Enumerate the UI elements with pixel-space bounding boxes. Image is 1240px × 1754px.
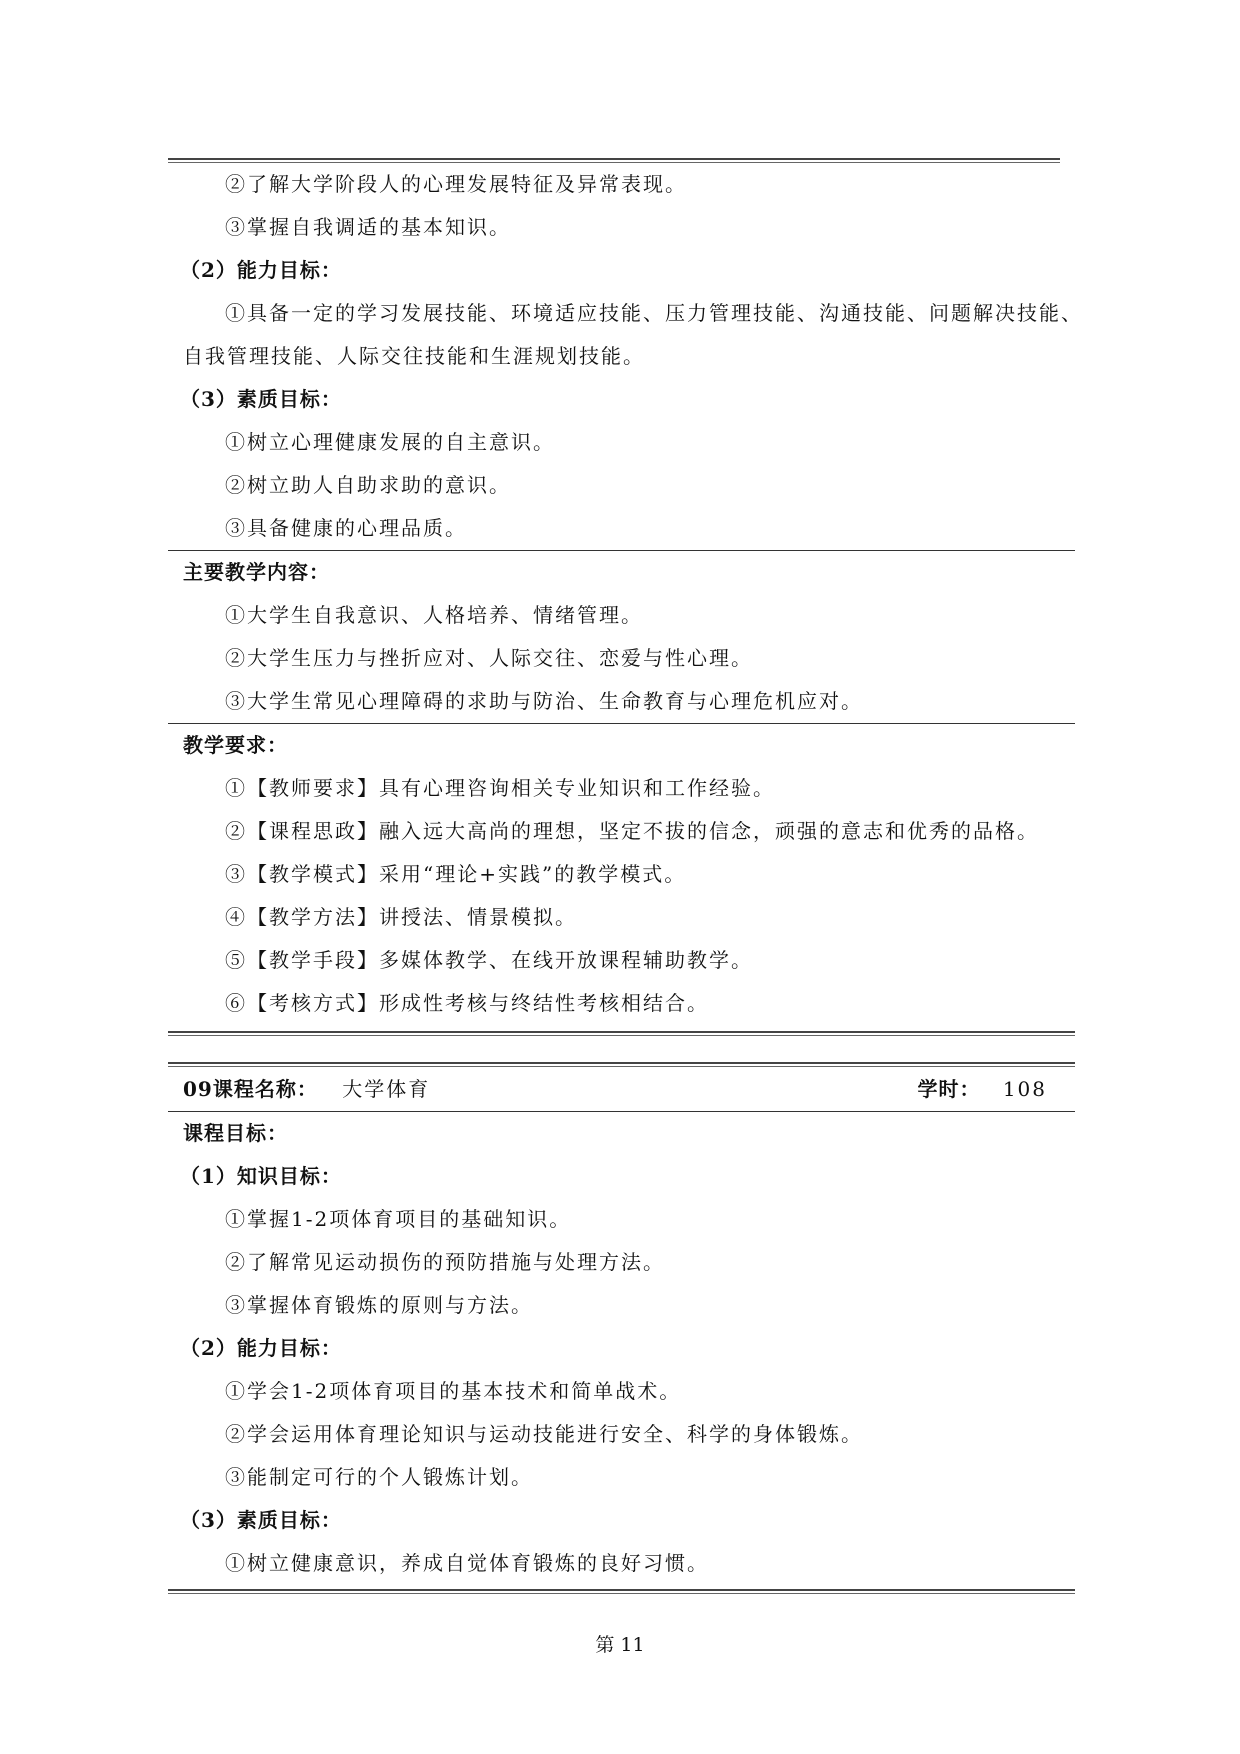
page-number: 第 11 xyxy=(595,1634,645,1656)
top-double-rule xyxy=(168,158,1060,163)
requirement-item: ④【教学方法】讲授法、情景模拟。 xyxy=(225,905,577,929)
quality-heading: （3）素质目标： xyxy=(180,1508,342,1532)
knowledge-item: ②了解常见运动损伤的预防措施与处理方法。 xyxy=(225,1250,665,1274)
hours-label: 学时： xyxy=(917,1077,981,1101)
quality-item: ①树立心理健康发展的自主意识。 xyxy=(225,430,555,454)
bottom-double-rule xyxy=(168,1589,1075,1594)
knowledge-heading: （1）知识目标： xyxy=(180,1164,342,1188)
content-item: ③大学生常见心理障碍的求助与防治、生命教育与心理危机应对。 xyxy=(225,689,863,713)
requirement-item: ⑤【教学手段】多媒体教学、在线开放课程辅助教学。 xyxy=(225,948,753,972)
course-block-1 xyxy=(180,158,1083,1036)
goals-heading: 课程目标： xyxy=(183,1121,288,1145)
bottom-double-rule xyxy=(168,1031,1075,1036)
knowledge-item: ②了解大学阶段人的心理发展特征及异常表现。 xyxy=(225,172,687,196)
quality-item: ③具备健康的心理品质。 xyxy=(225,516,467,540)
course-header xyxy=(168,1067,1075,1111)
ability-heading: （2）能力目标： xyxy=(180,258,342,282)
requirement-item: ③【教学模式】采用“理论+实践”的教学模式。 xyxy=(225,862,687,886)
ability-item-continued: 自我管理技能、人际交往技能和生涯规划技能。 xyxy=(183,344,645,368)
ability-item: ③能制定可行的个人锻炼计划。 xyxy=(225,1465,533,1489)
ability-item: ①学会1-2项体育项目的基本技术和简单战术。 xyxy=(225,1379,682,1403)
ability-heading: （2）能力目标： xyxy=(180,1336,342,1360)
quality-item: ①树立健康意识，养成自觉体育锻炼的良好习惯。 xyxy=(225,1551,709,1575)
knowledge-item: ①掌握1-2项体育项目的基础知识。 xyxy=(225,1207,572,1231)
course-name-label: 09课程名称： xyxy=(183,1077,318,1101)
requirements-heading: 教学要求： xyxy=(183,733,288,757)
content-item: ②大学生压力与挫折应对、人际交往、恋爱与性心理。 xyxy=(225,646,753,670)
course-name-value: 大学体育 xyxy=(342,1077,431,1101)
knowledge-item: ③掌握自我调适的基本知识。 xyxy=(225,215,511,239)
content-heading: 主要教学内容： xyxy=(183,560,330,584)
content-item: ①大学生自我意识、人格培养、情绪管理。 xyxy=(225,603,643,627)
hours-value: 108 xyxy=(1002,1077,1047,1101)
course-block-2 xyxy=(180,1062,1075,1594)
requirement-item: ②【课程思政】融入远大高尚的理想，坚定不拔的信念，顽强的意志和优秀的品格。 xyxy=(225,819,1039,843)
quality-item: ②树立助人自助求助的意识。 xyxy=(225,473,511,497)
requirement-item: ①【教师要求】具有心理咨询相关专业知识和工作经验。 xyxy=(225,776,775,800)
ability-item: ②学会运用体育理论知识与运动技能进行安全、科学的身体锻炼。 xyxy=(225,1422,863,1446)
requirement-item: ⑥【考核方式】形成性考核与终结性考核相结合。 xyxy=(225,991,709,1015)
knowledge-item: ③掌握体育锻炼的原则与方法。 xyxy=(225,1293,533,1317)
ability-item: ①具备一定的学习发展技能、环境适应技能、压力管理技能、沟通技能、问题解决技能、 xyxy=(225,301,1083,325)
quality-heading: （3）素质目标： xyxy=(180,387,342,411)
